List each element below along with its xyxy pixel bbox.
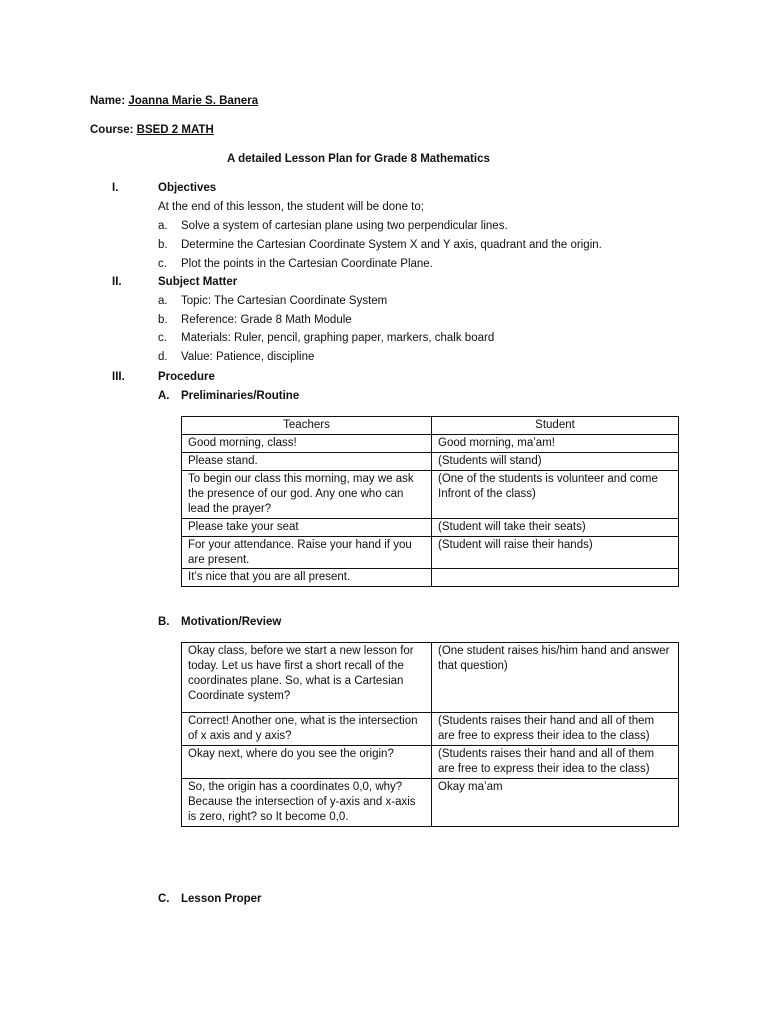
section3-numeral: III. [112,371,125,383]
teacher-cell: Okay next, where do you see the origin? [182,745,432,778]
name-label: Name: [90,95,126,107]
subsection-b-letter: B. [158,616,170,628]
section3-heading: Procedure [158,371,215,383]
subject-text: Topic: The Cartesian Coordinate System [181,295,388,307]
student-cell: Good morning, ma’am! [432,434,679,452]
subject-letter: a. [158,295,168,307]
subsection-b-heading: Motivation/Review [181,616,282,628]
teacher-cell: For your attendance. Raise your hand if you are present. [182,536,432,569]
subject-letter: d. [158,351,168,363]
table-row [182,536,679,569]
objective-letter: b. [158,239,168,251]
teacher-cell: Please take your seat [182,518,432,536]
table-header-row [182,417,679,435]
teacher-cell: So, the origin has a coordinates 0,0, why? Because the intersection of y-axis and x-axis is zero, right? so It become 0,0. [182,778,432,826]
course-value: BSED 2 MATH [136,124,214,136]
section2-heading: Subject Matter [158,276,238,288]
table-row [182,470,679,518]
teacher-cell: Okay class, before we start a new lesson for today. Let us have first a short recall of the coordinates plane. So, what is a Cartesian Coordinate system? [182,643,432,713]
table-row [182,643,679,713]
column-header-student: Student [432,417,679,435]
preliminaries-table [181,416,679,587]
objective-text: Determine the Cartesian Coordinate System X and Y axis, quadrant and the origin. [181,239,602,251]
subject-letter: b. [158,314,168,326]
subject-text: Reference: Grade 8 Math Module [181,314,352,326]
subject-text: Value: Patience, discipline [181,351,315,363]
student-cell [432,569,679,587]
subsection-a-letter: A. [158,390,170,402]
name-value: Joanna Marie S. Banera [128,95,259,107]
objective-text: Plot the points in the Cartesian Coordinate Plane. [181,258,433,270]
subsection-c-letter: C. [158,893,170,905]
objective-letter: a. [158,220,168,232]
objective-letter: c. [158,258,167,270]
document-title: A detailed Lesson Plan for Grade 8 Mathematics [227,153,490,165]
table-row [182,518,679,536]
student-cell: (Students will stand) [432,452,679,470]
motivation-table [181,642,679,827]
table-row [182,778,679,826]
section1-heading: Objectives [158,182,217,194]
section2-numeral: II. [112,276,122,288]
table-row [182,569,679,587]
objective-text: Solve a system of cartesian plane using two perpendicular lines. [181,220,508,232]
table-row [182,745,679,778]
name-line [90,94,258,109]
student-cell: (One student raises his/him hand and answer that question) [432,643,679,713]
student-cell: (Student will raise their hands) [432,536,679,569]
column-header-teachers: Teachers [182,417,432,435]
subject-text: Materials: Ruler, pencil, graphing paper, markers, chalk board [181,332,495,344]
teacher-cell: To begin our class this morning, may we ask the presence of our god. Any one who can lead the prayer? [182,470,432,518]
section1-intro: At the end of this lesson, the student will be done to; [158,201,424,213]
teacher-cell: It’s nice that you are all present. [182,569,432,587]
subject-letter: c. [158,332,167,344]
table-row [182,434,679,452]
section1-numeral: I. [112,182,119,194]
student-cell: (One of the students is volunteer and come Infront of the class) [432,470,679,518]
student-cell: Okay ma’am [432,778,679,826]
student-cell: (Student will take their seats) [432,518,679,536]
teacher-cell: Correct! Another one, what is the intersection of x axis and y axis? [182,713,432,746]
student-cell: (Students raises their hand and all of them are free to express their idea to the class) [432,745,679,778]
subsection-a-heading: Preliminaries/Routine [181,390,300,402]
student-cell: (Students raises their hand and all of them are free to express their idea to the class) [432,713,679,746]
course-label: Course: [90,124,134,136]
teacher-cell: Please stand. [182,452,432,470]
course-line [90,123,214,138]
teacher-cell: Good morning, class! [182,434,432,452]
table-row [182,452,679,470]
table-row [182,713,679,746]
subsection-c-heading: Lesson Proper [181,893,262,905]
